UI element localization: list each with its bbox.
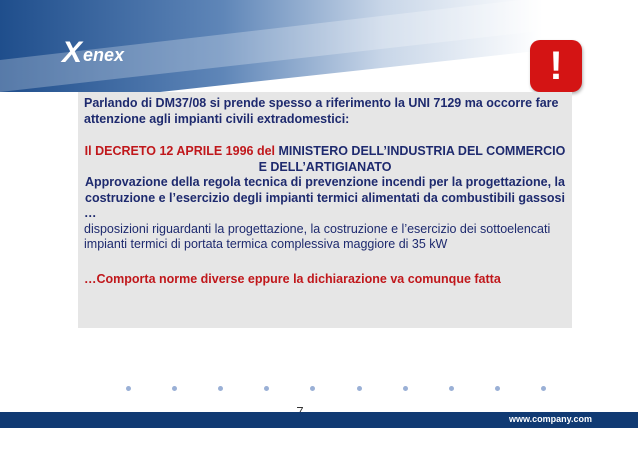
decree-date: Il DECRETO 12 APRILE 1996 del bbox=[84, 144, 276, 158]
logo-text: enex bbox=[83, 44, 125, 65]
exclamation-alert-icon: ! bbox=[530, 40, 582, 92]
dot bbox=[310, 386, 315, 391]
conclusion-text: …Comporta norme diverse eppure la dichiarazione va comunque fatta bbox=[84, 271, 501, 286]
decree-ministry: MINISTERO DELL’INDUSTRIA DEL COMMERCIO E DELL’ARTIGIANATO bbox=[258, 144, 566, 174]
provisions-text: disposizioni riguardanti la progettazione, la costruzione e l’esercizio dei sottoelencati impianti termici di portata termica complessiva maggiore di 35 kW bbox=[84, 221, 551, 251]
dot bbox=[449, 386, 454, 391]
dot bbox=[218, 386, 223, 391]
decree-title bbox=[84, 144, 566, 175]
dot bbox=[403, 386, 408, 391]
dot bbox=[264, 386, 269, 391]
dot bbox=[126, 386, 131, 391]
dot bbox=[357, 386, 362, 391]
decree-approval: Approvazione della regola tecnica di prevenzione incendi per la progettazione, la costruzione e l’esercizio degli impianti termici alimentati da combustibili gassosi bbox=[85, 175, 565, 205]
dot bbox=[495, 386, 500, 391]
decorative-dots bbox=[126, 386, 546, 392]
company-logo bbox=[62, 38, 152, 68]
ellipsis: … bbox=[84, 206, 97, 220]
logo-mark: X bbox=[62, 36, 83, 69]
footer-band bbox=[0, 412, 638, 428]
footer-url: www.company.com bbox=[508, 414, 592, 424]
intro-text: Parlando di DM37/08 si prende spesso a riferimento la UNI 7129 ma occorre fare attenzione agli impianti civili extradomestici: bbox=[84, 96, 559, 126]
dot bbox=[172, 386, 177, 391]
content-panel bbox=[78, 92, 572, 328]
dot bbox=[541, 386, 546, 391]
